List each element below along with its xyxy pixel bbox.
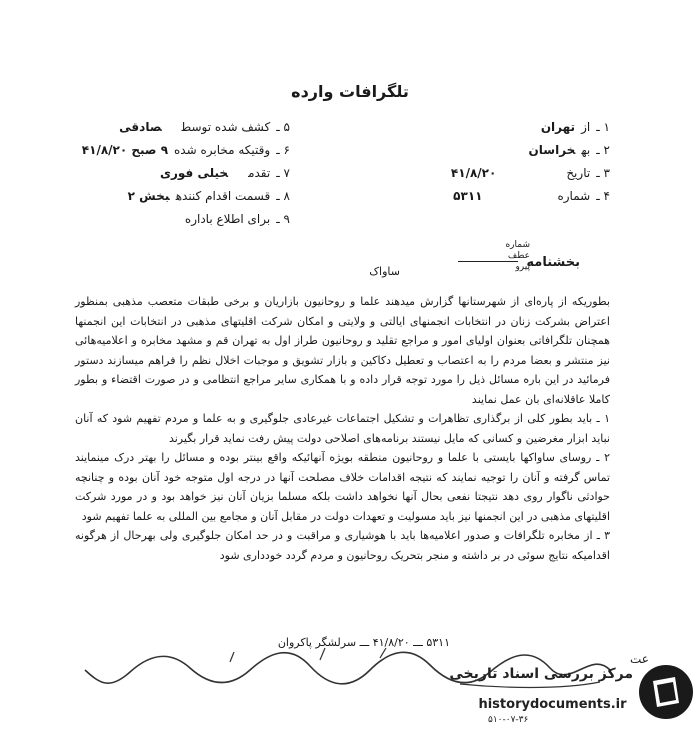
header-action-department: ۸ ـقسمت اقدام کنندهبخش ۲ xyxy=(127,189,290,203)
watermark-url: historydocuments.ir xyxy=(478,697,627,712)
document-title: تلگرافات وارده xyxy=(291,82,409,101)
header-to: ۲ ـبهخراسان xyxy=(528,143,610,157)
closing-signature-line: ۵۳۱۱ ـــ ۴۱/۸/۲۰ ـــ سرلشگر پاکروان xyxy=(277,636,450,649)
instruction-item: ۱ ـ باید بطور کلی از برگذاری تظاهرات و تشکیل اجتماعات غیرعادی جلوگیری و به علما و مردم تفهیم شود که آنان نباید ابزار مغرضین و کسانی که مایل نیستند برنامه‌های اصلاحی دولت پیش رفت نماید قرار بگیرند xyxy=(75,412,610,445)
document-number: ۵۱۰-۰۷-۳۶ xyxy=(488,715,529,725)
header-decoded-by: ۵ ـکشف شده توسطصادقی xyxy=(119,120,290,134)
instruction-item: ۲ ـ روسای ساواکها بایستی با علما و روحانیون منطقه بویژه آنهائیکه واقع بینتر بوده و مسائل را بهتر درک مینمایند تماس گرفته و آنان را توجیه نمایند که نتیجه اقدامات خلاف مصلحت آنها در درجه اول متوجه خود آنان بوده و چنانچه حوادثی ناگوار روی دهد نتیجتا نفعی بحال آنها نخواهد داشت بلکه مسلما بزیان آنان نیز خواهد بود و در مورد شرکت اقلیتهای مذهبی در این انجمنها نیز باید مسولیت و تعهدات دولت در مقابل آنان و مجامع بین المللی به علما تفهیم شود xyxy=(75,451,610,523)
header-sent-time: ۶ ـوقتیکه مخابره شده۹ صبح ۴۱/۸/۲۰ xyxy=(81,143,290,157)
telegram-body xyxy=(75,292,610,565)
header-from: ۱ ـازتهران xyxy=(540,120,610,134)
archive-logo-icon xyxy=(637,663,695,721)
addressee: ساواک xyxy=(369,265,400,278)
header-date: ۳ ـتاریخ۴۱/۸/۲۰ xyxy=(450,166,610,180)
reference-block: شماره عطف پیرو xyxy=(505,240,530,272)
header-priority: ۷ ـتقدمخیلی فوری xyxy=(160,166,290,180)
marginal-marks: عت xyxy=(630,652,649,666)
instruction-item: ۳ ـ از مخابره تلگرافات و صدور اعلامیه‌ها باید با هوشیاری و مراقبت و در حد امکان جلوگیری ولی بهرحال از هرگونه اقدامیکه نتایج سوئی در بر داشته و منجر بتحریک روحانیون و مردم گردد خودداری شود xyxy=(75,529,610,562)
subject-line: بخشنامه xyxy=(450,255,580,270)
header-for-info: ۹ ـبرای اطلاع باداره xyxy=(184,212,290,226)
watermark-text: مرکز بررسی اسناد تاریخی xyxy=(449,666,633,682)
header-number: ۴ ـشماره۵۳۱۱ xyxy=(453,189,610,203)
intro-paragraph: بطوریکه از پاره‌ای از شهرستانها گزارش میدهند علما و روحانیون بازاریان و برخی طبقات متعصب مذهبی بمنظور اعتراض بشرکت زنان در انتخابات انجمنهای ایالتی و ولایتی و امکان شرکت اقلیتهای مذهبی در انتخابات این انجمنها همچنان تلگرافاتی بعنوان اولیای امور و مراجع تقلید و روحانیون طراز اول به تهران قم و مشهد مخابره و اعلامیه‌هائی نیز منتشر و بعضا مردم را به اعتصاب و تعطیل دکاکین و بازار تشویق و موجبات اخلال نظم را فراهم میسازند دستور فرمائید در این باره مسائل ذیل را مورد توجه قرار داده و با همکاری سایر مراجع انتظامی و در صورت اقتضاء و بطور کاملا عاقلانه‌ای بان عمل نمایند xyxy=(75,295,610,406)
